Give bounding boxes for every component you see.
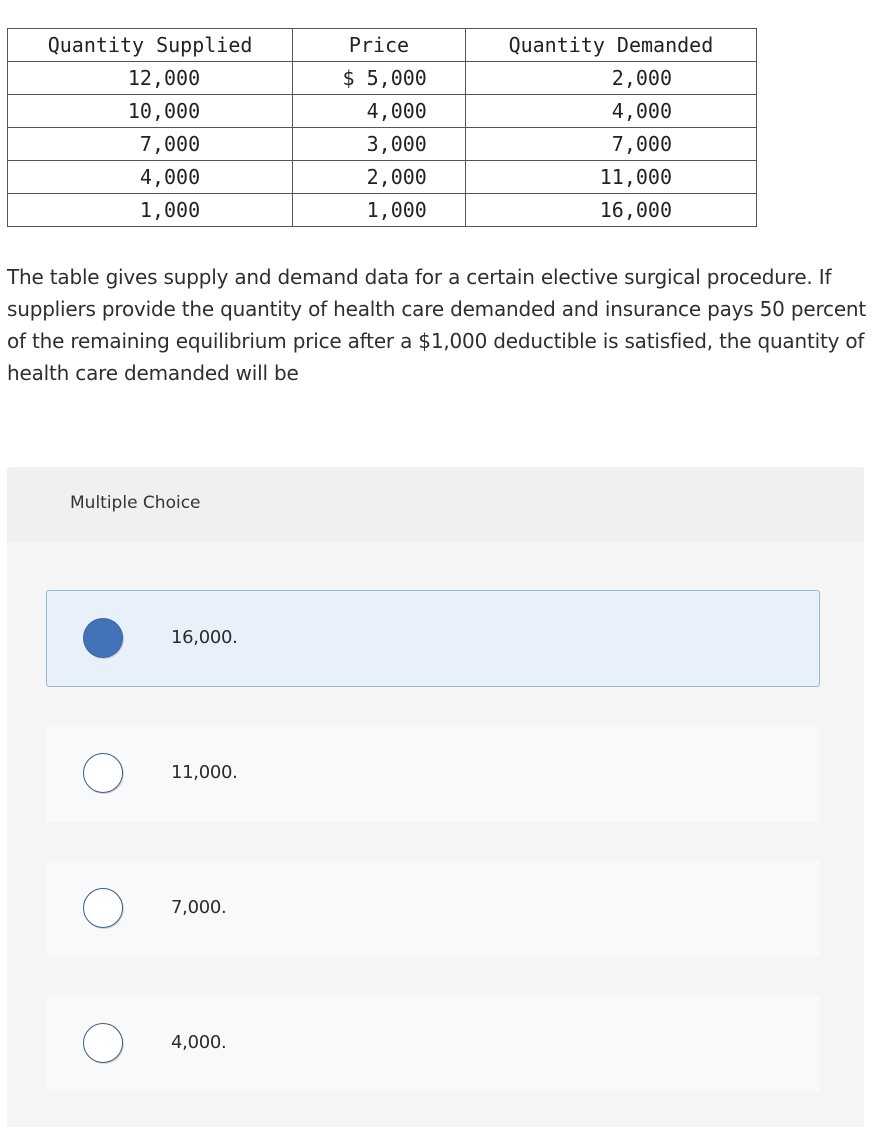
cell-quantity-supplied: 12,000: [8, 62, 293, 95]
table-row: [8, 128, 757, 161]
header-quantity-supplied: Quantity Supplied: [8, 29, 293, 62]
supply-demand-table: [7, 28, 757, 227]
cell-quantity-demanded: 16,000: [465, 194, 756, 227]
cell-quantity-supplied: 4,000: [8, 161, 293, 194]
table-header-row: [8, 29, 757, 62]
multiple-choice-header: [7, 467, 864, 542]
header-quantity-demanded: Quantity Demanded: [465, 29, 756, 62]
choice-label: 16,000.: [171, 627, 238, 648]
table-row: [8, 194, 757, 227]
cell-quantity-demanded: 4,000: [465, 95, 756, 128]
cell-quantity-supplied: 7,000: [8, 128, 293, 161]
radio-unselected-icon[interactable]: [83, 753, 123, 793]
radio-unselected-icon[interactable]: [83, 1023, 123, 1063]
choice-option-4[interactable]: [46, 995, 820, 1092]
header-price: Price: [293, 29, 466, 62]
cell-price: 2,000: [293, 161, 466, 194]
multiple-choice-title: Multiple Choice: [70, 493, 201, 513]
cell-price: 1,000: [293, 194, 466, 227]
radio-selected-icon[interactable]: [83, 618, 123, 658]
multiple-choice-panel: [7, 467, 864, 1127]
table-row: [8, 161, 757, 194]
cell-price: $ 5,000: [293, 62, 466, 95]
cell-quantity-demanded: 2,000: [465, 62, 756, 95]
table-row: [8, 62, 757, 95]
question-text: The table gives supply and demand data for a certain elective surgical procedure. If suppliers provide the quantity of health care demanded and insurance pays 50 percent of the remaining equilibrium price after a $1,000 deductible is satisfied, the quantity of health care demanded will be: [7, 265, 867, 385]
choice-option-1[interactable]: [46, 590, 820, 687]
cell-quantity-supplied: 10,000: [8, 95, 293, 128]
cell-quantity-demanded: 7,000: [465, 128, 756, 161]
choice-option-3[interactable]: [46, 860, 820, 957]
choice-label: 7,000.: [171, 897, 227, 918]
radio-unselected-icon[interactable]: [83, 888, 123, 928]
choice-label: 4,000.: [171, 1032, 227, 1053]
choice-option-2[interactable]: [46, 725, 820, 822]
cell-quantity-demanded: 11,000: [465, 161, 756, 194]
cell-quantity-supplied: 1,000: [8, 194, 293, 227]
cell-price: 3,000: [293, 128, 466, 161]
choice-label: 11,000.: [171, 762, 238, 783]
cell-price: 4,000: [293, 95, 466, 128]
table-row: [8, 95, 757, 128]
